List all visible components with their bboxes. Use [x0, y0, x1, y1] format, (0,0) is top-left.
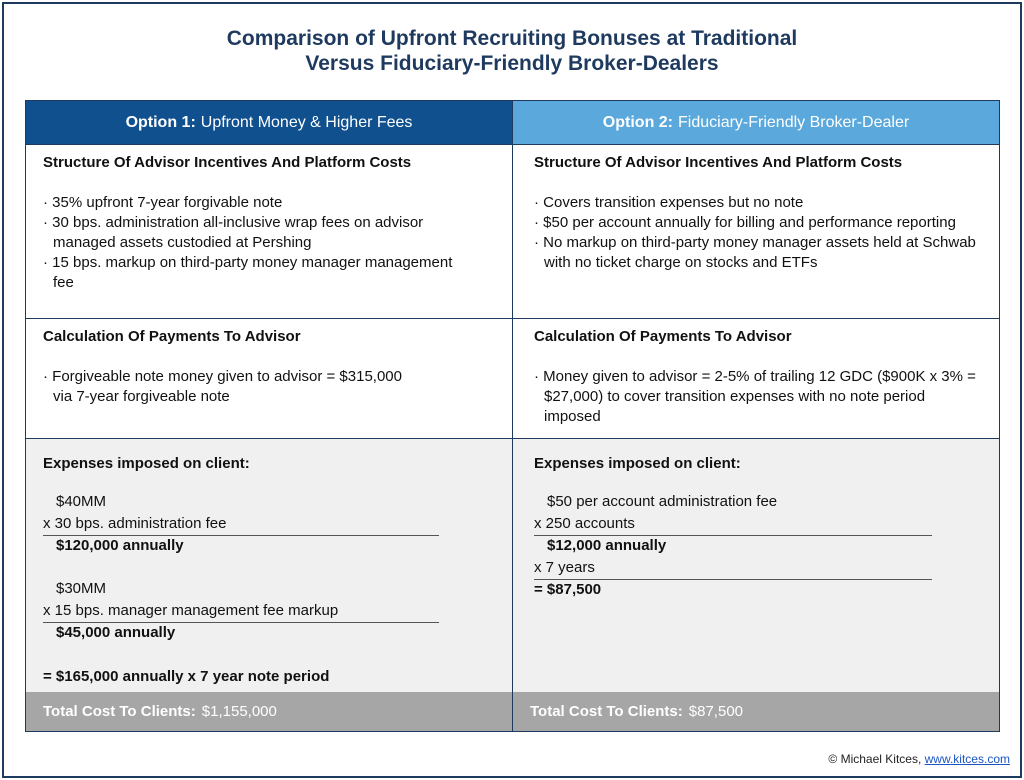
- option-2-total-bar: [513, 692, 999, 731]
- option-2-expenses-title: Expenses imposed on client:: [534, 455, 741, 472]
- option-2-label: Option 2:: [602, 113, 674, 131]
- option-1-expenses-title: Expenses imposed on client:: [43, 455, 250, 472]
- list-item: · Forgiveable note money given to advisor = $315,000 via 7-year forgiveable note: [43, 368, 402, 405]
- option-1-header: [26, 101, 512, 144]
- option-2-structure-title: Structure Of Advisor Incentives And Platform Costs: [534, 154, 903, 171]
- expense-line: $30MM: [56, 580, 107, 597]
- total-value: $87,500: [688, 703, 744, 720]
- option-1-description: Upfront Money & Higher Fees: [200, 113, 413, 131]
- option-1-label: Option 1:: [125, 113, 196, 131]
- expense-line: $50 per account administration fee: [547, 493, 778, 510]
- list-item: · Money given to advisor = 2-5% of trailing 12 GDC ($900K x 3% = $27,000) to cover transition expenses with no note period imposed: [534, 368, 976, 425]
- option-1-calc-list: [43, 367, 423, 407]
- option-1-calc-section: [26, 318, 512, 438]
- kitces-link[interactable]: www.kitces.com: [924, 752, 1010, 766]
- expense-grand-total: = $165,000 annually x 7 year note period: [43, 668, 330, 685]
- expense-line: x 15 bps. manager management fee markup: [43, 602, 339, 619]
- expense-line: $40MM: [56, 493, 107, 510]
- option-2-calc-list: [534, 367, 979, 427]
- credit-text: © Michael Kitces,: [828, 752, 922, 766]
- option-2-column: [513, 101, 999, 731]
- list-item: · 15 bps. markup on third-party money manager management fee: [43, 254, 453, 291]
- total-label: Total Cost To Clients:: [43, 703, 196, 720]
- option-2-description: Fiduciary-Friendly Broker-Dealer: [678, 113, 910, 131]
- comparison-table: [25, 100, 1000, 732]
- option-1-structure-title: Structure Of Advisor Incentives And Platform Costs: [43, 154, 412, 171]
- option-2-calc-section: [513, 318, 999, 438]
- option-1-column: [26, 101, 513, 731]
- list-item: · 35% upfront 7-year forgivable note: [43, 194, 283, 211]
- expense-subtotal: $120,000 annually: [56, 537, 184, 554]
- total-value: $1,155,000: [201, 703, 277, 720]
- list-item: · Covers transition expenses but no note: [534, 194, 804, 211]
- title-line-2: Versus Fiduciary-Friendly Broker-Dealers: [305, 52, 719, 75]
- expense-line: x 7 years: [534, 559, 595, 576]
- total-label: Total Cost To Clients:: [530, 703, 683, 720]
- option-2-calc-title: Calculation Of Payments To Advisor: [534, 328, 792, 345]
- expense-grand-total: = $87,500: [534, 581, 602, 598]
- option-1-expenses-section: [26, 438, 512, 731]
- option-1-structure-section: [26, 144, 512, 318]
- page-title: [0, 26, 1024, 76]
- credit-line: [828, 752, 1010, 766]
- list-item: · $50 per account annually for billing and performance reporting: [534, 214, 956, 231]
- expense-line: x 250 accounts: [534, 515, 635, 532]
- expense-subtotal: $45,000 annually: [56, 624, 176, 641]
- expense-line: x 30 bps. administration fee: [43, 515, 227, 532]
- option-2-header: [513, 101, 999, 144]
- option-2-expenses-section: [513, 438, 999, 731]
- option-2-structure-section: [513, 144, 999, 318]
- title-line-1: Comparison of Upfront Recruiting Bonuses at Traditional: [226, 27, 798, 50]
- option-1-calc-title: Calculation Of Payments To Advisor: [43, 328, 301, 345]
- list-item: · No markup on third-party money manager assets held at Schwab with no ticket charge on stocks and ETFs: [534, 234, 976, 271]
- list-item: · 30 bps. administration all-inclusive wrap fees on advisor managed assets custodied at Pershing: [43, 214, 424, 251]
- expense-subtotal: $12,000 annually: [547, 537, 667, 554]
- option-2-structure-list: [534, 193, 989, 273]
- option-1-total-bar: [26, 692, 512, 731]
- option-1-structure-list: [43, 193, 453, 293]
